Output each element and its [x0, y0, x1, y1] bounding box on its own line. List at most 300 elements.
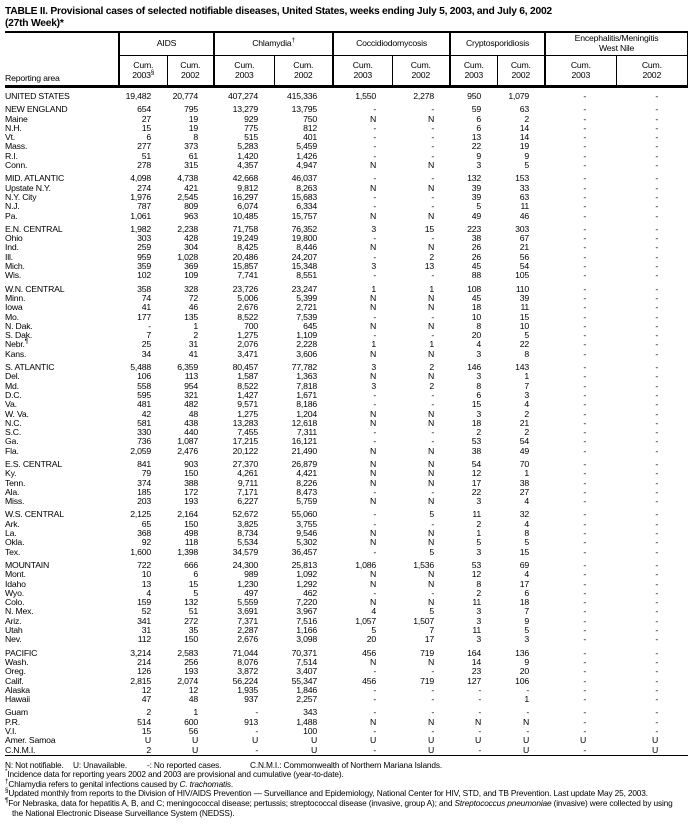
value-cell: N: [427, 458, 435, 469]
value-cell: 3,098: [296, 634, 318, 645]
group-label: Chlamydia: [252, 38, 292, 49]
value-cell: -: [583, 320, 587, 331]
value-cell: 71,758: [232, 223, 259, 234]
value-cell: -: [373, 666, 377, 677]
value-cell: 1,600: [130, 546, 151, 557]
value-cell: 1: [524, 468, 530, 479]
value-cell: 3,755: [296, 518, 318, 529]
area-cell: W.N. CENTRAL: [5, 283, 65, 294]
value-cell: -: [478, 684, 482, 695]
value-cell: 9: [524, 656, 530, 667]
value-cell: 8: [193, 132, 199, 143]
area-cell: Fla.: [5, 445, 19, 456]
value-cell: -: [583, 223, 587, 234]
value-cell: N: [369, 292, 377, 303]
value-cell: 15,757: [291, 210, 318, 221]
value-cell: 1,079: [508, 91, 530, 101]
value-cell: -: [655, 666, 659, 677]
value-cell: 795: [184, 104, 199, 115]
value-cell: -: [373, 251, 377, 262]
area-cell: Va.: [5, 399, 17, 410]
value-cell: -: [655, 417, 659, 428]
cum-label: Cum.: [234, 60, 255, 70]
value-cell: 47: [141, 694, 151, 705]
value-cell: 80,457: [232, 362, 259, 373]
value-cell: 14: [471, 656, 482, 667]
value-cell: -: [655, 587, 659, 598]
footnote-text: Streptococcus pneumoniae: [454, 798, 552, 809]
year-label: 2003: [353, 69, 373, 80]
value-cell: 67: [519, 233, 530, 244]
value-cell: 143: [515, 362, 530, 373]
value-cell: 42,668: [232, 173, 259, 184]
value-cell: 113: [184, 371, 199, 382]
col-header-cum-2002: [616, 56, 688, 87]
value-cell: -: [655, 726, 659, 736]
value-cell: N: [427, 716, 435, 727]
title-line1: TABLE II. Provisional cases of selected notifiable diseases, United States, weeks ending July 5, 2003, and July 6, 2002: [5, 6, 552, 17]
value-cell: 26: [471, 242, 482, 253]
value-cell: 7,818: [296, 380, 318, 391]
value-cell: 56: [188, 726, 199, 736]
value-cell: -: [655, 486, 659, 497]
value-cell: 2: [476, 518, 482, 529]
value-cell: 2,545: [177, 191, 199, 202]
value-cell: 415,336: [287, 91, 318, 101]
table-row: [5, 695, 688, 704]
value-cell: 6,359: [177, 362, 199, 373]
value-cell: -: [655, 292, 659, 303]
value-cell: 3: [371, 223, 377, 234]
value-cell: -: [655, 546, 659, 557]
group-label: Cryptosporidiosis: [465, 38, 530, 49]
value-cell: 515: [244, 132, 259, 143]
value-cell: 3: [524, 389, 530, 400]
value-cell: -: [583, 233, 587, 244]
value-cell: 27: [519, 486, 530, 497]
col-header-cum-2002: [392, 56, 450, 87]
area-cell: Ind.: [5, 242, 19, 253]
value-cell: 42: [141, 408, 151, 419]
value-cell: 2: [524, 408, 530, 419]
value-cell: 185: [137, 486, 151, 497]
value-cell: 272: [184, 615, 199, 626]
value-cell: 20,486: [232, 251, 259, 262]
value-cell: 18: [471, 302, 482, 313]
value-cell: N: [369, 182, 377, 193]
area-cell: Hawaii: [5, 694, 30, 705]
value-cell: -: [655, 182, 659, 193]
value-cell: 9,571: [237, 399, 259, 410]
value-cell: -: [583, 427, 587, 438]
value-cell: -: [655, 261, 659, 272]
area-cell: Del.: [5, 371, 20, 382]
value-cell: 13,279: [232, 104, 259, 115]
value-cell: N: [369, 716, 377, 727]
value-cell: 3,214: [130, 647, 151, 658]
value-cell: 108: [467, 283, 482, 294]
value-cell: 1: [371, 283, 377, 294]
area-cell: Oreg.: [5, 666, 26, 677]
value-cell: U: [579, 735, 587, 746]
value-cell: -: [583, 726, 587, 736]
value-cell: 10: [519, 320, 530, 331]
value-cell: -: [655, 458, 659, 469]
value-cell: U: [251, 735, 259, 746]
value-cell: 1,363: [296, 371, 318, 382]
value-cell: 38: [471, 233, 482, 244]
value-cell: -: [583, 666, 587, 677]
value-cell: -: [255, 707, 259, 718]
reporting-area-header: Reporting area: [5, 32, 119, 87]
value-cell: 12: [471, 468, 482, 479]
value-cell: -: [583, 518, 587, 529]
value-cell: 2,476: [177, 445, 199, 456]
value-cell: 343: [303, 707, 318, 718]
value-cell: 15: [424, 223, 435, 234]
value-cell: 3: [524, 634, 530, 645]
value-cell: 24,207: [291, 251, 318, 262]
value-cell: 7,455: [237, 427, 259, 438]
value-cell: -: [655, 283, 659, 294]
area-cell: W. Va.: [5, 408, 29, 419]
value-cell: -: [655, 559, 659, 570]
value-cell: 1,398: [177, 546, 199, 557]
value-cell: N: [369, 458, 377, 469]
value-cell: 2: [146, 707, 151, 718]
value-cell: 7: [524, 380, 530, 391]
value-cell: 13: [424, 261, 435, 272]
value-cell: 52,672: [232, 509, 259, 520]
value-cell: 9: [524, 150, 530, 161]
value-cell: -: [583, 436, 587, 447]
value-cell: U: [427, 744, 435, 755]
group-label: Encephalitis/Meningitis: [574, 33, 659, 44]
value-cell: 903: [184, 458, 199, 469]
area-cell: N. Dak.: [5, 320, 33, 331]
value-cell: 19,800: [291, 233, 318, 244]
table-row: [5, 548, 688, 557]
value-cell: -: [655, 597, 659, 608]
value-cell: 7,514: [296, 656, 318, 667]
value-cell: 5: [524, 160, 530, 171]
value-cell: 105: [515, 270, 530, 281]
value-cell: -: [655, 91, 659, 101]
value-cell: 2,257: [296, 694, 318, 705]
value-cell: U: [310, 744, 318, 755]
value-cell: U: [369, 735, 377, 746]
value-cell: -: [373, 509, 377, 520]
value-cell: U: [474, 735, 482, 746]
value-cell: 18: [519, 597, 530, 608]
col-header-cum-2003: [214, 56, 274, 87]
value-cell: -: [431, 389, 435, 400]
value-cell: -: [583, 578, 587, 589]
area-cell: W.S. CENTRAL: [5, 509, 64, 520]
value-cell: -: [655, 615, 659, 626]
value-cell: -: [526, 707, 530, 718]
value-cell: 112: [137, 634, 151, 645]
value-cell: 2,278: [413, 91, 435, 101]
footnote-marker: ¶: [5, 797, 9, 805]
value-cell: 26: [471, 251, 482, 262]
value-cell: 1,488: [296, 716, 318, 727]
value-cell: -: [655, 694, 659, 705]
value-cell: 172: [184, 486, 199, 497]
value-cell: -: [478, 694, 482, 705]
value-cell: -: [478, 726, 482, 736]
table-row: [5, 212, 688, 221]
value-cell: 5,534: [237, 537, 259, 548]
value-cell: -: [583, 113, 587, 124]
value-cell: U: [191, 735, 199, 746]
value-cell: -: [655, 122, 659, 133]
value-cell: -: [655, 141, 659, 152]
footnote-marker: †: [291, 37, 295, 45]
cum-label: Cum.: [180, 60, 201, 70]
value-cell: 989: [244, 569, 259, 580]
value-cell: 4,421: [296, 468, 318, 479]
value-cell: 1,976: [130, 191, 151, 202]
value-cell: 8,473: [296, 486, 318, 497]
value-cell: 8,076: [237, 656, 259, 667]
value-cell: 1,086: [355, 559, 377, 570]
area-cell: NEW ENGLAND: [5, 104, 68, 115]
value-cell: 19: [188, 113, 199, 124]
value-cell: 5: [429, 509, 435, 520]
value-cell: 3: [476, 496, 482, 507]
value-cell: -: [431, 666, 435, 677]
value-cell: 4: [524, 496, 530, 507]
value-cell: -: [373, 233, 377, 244]
value-cell: 79: [141, 468, 151, 479]
value-cell: -: [583, 477, 587, 488]
value-cell: 1,982: [130, 223, 151, 234]
value-cell: 61: [188, 150, 199, 161]
value-cell: 214: [137, 656, 151, 667]
value-cell: -: [655, 518, 659, 529]
value-cell: -: [373, 173, 377, 184]
value-cell: -: [583, 380, 587, 391]
value-cell: -: [526, 684, 530, 695]
value-cell: 20,774: [172, 91, 199, 101]
value-cell: 5: [429, 546, 435, 557]
value-cell: 15: [188, 578, 199, 589]
value-cell: 27: [141, 113, 151, 124]
value-cell: 54: [519, 436, 530, 447]
year-label: 2002: [180, 69, 200, 80]
value-cell: 4: [524, 569, 530, 580]
area-cell: Wis.: [5, 270, 22, 281]
value-cell: 10,485: [232, 210, 259, 221]
value-cell: -: [431, 518, 435, 529]
value-cell: 11: [520, 302, 530, 313]
value-cell: N: [369, 656, 377, 667]
value-cell: 5: [524, 537, 530, 548]
value-cell: U: [522, 744, 530, 755]
area-cell: Ala.: [5, 486, 20, 497]
table-row: [5, 92, 688, 101]
value-cell: 1,166: [296, 625, 318, 636]
value-cell: -: [583, 311, 587, 322]
value-cell: N: [427, 417, 435, 428]
value-cell: 1: [429, 339, 435, 350]
value-cell: 49: [471, 210, 482, 221]
value-cell: -: [431, 141, 435, 152]
value-cell: 13: [141, 578, 151, 589]
value-cell: 159: [137, 597, 151, 608]
value-cell: 88: [471, 270, 482, 281]
value-cell: -: [583, 330, 587, 341]
value-cell: 21: [519, 417, 530, 428]
value-cell: -: [583, 496, 587, 507]
value-cell: -: [373, 201, 377, 212]
value-cell: 2,676: [237, 634, 259, 645]
value-cell: N: [427, 408, 435, 419]
value-cell: 55,060: [291, 509, 318, 520]
value-cell: 25,813: [291, 559, 318, 570]
value-cell: 118: [184, 537, 199, 548]
value-cell: 359: [137, 261, 151, 272]
value-cell: U: [144, 735, 151, 746]
value-cell: 2,228: [296, 339, 318, 350]
col-header-cum-2002: [167, 56, 214, 87]
value-cell: 750: [303, 113, 318, 124]
value-cell: 274: [137, 182, 151, 193]
value-cell: -: [655, 201, 659, 212]
value-cell: 374: [137, 477, 151, 488]
value-cell: N: [427, 320, 435, 331]
value-cell: -: [431, 436, 435, 447]
value-cell: 481: [137, 399, 151, 410]
footnote: [5, 799, 683, 819]
value-cell: 2: [476, 427, 482, 438]
value-cell: 1,426: [296, 150, 318, 161]
area-cell: Miss.: [5, 496, 25, 507]
value-cell: 1,230: [237, 578, 259, 589]
value-cell: 164: [467, 647, 482, 658]
legend-item: U: Unavailable.: [73, 759, 128, 770]
value-cell: 11: [472, 597, 482, 608]
value-cell: 7,516: [296, 615, 318, 626]
value-cell: 15: [471, 399, 482, 410]
value-cell: 132: [467, 173, 482, 184]
value-cell: N: [369, 477, 377, 488]
value-cell: 32: [519, 509, 530, 520]
value-cell: 20: [519, 666, 530, 677]
value-cell: 53: [471, 559, 482, 570]
value-cell: 77,782: [291, 362, 318, 373]
value-cell: 3: [476, 408, 482, 419]
value-cell: 35: [188, 625, 199, 636]
value-cell: N: [427, 656, 435, 667]
value-cell: 8,734: [237, 528, 259, 539]
value-cell: 1: [371, 339, 377, 350]
value-cell: N: [427, 371, 435, 382]
cum-label: Cum.: [641, 60, 662, 70]
value-cell: -: [655, 150, 659, 161]
area-cell: La.: [5, 528, 17, 539]
table-row: [5, 497, 688, 506]
value-cell: 4: [524, 518, 530, 529]
value-cell: N: [427, 210, 435, 221]
title-line2: (27th Week)*: [5, 17, 64, 29]
value-cell: 8: [476, 578, 482, 589]
value-cell: N: [369, 597, 377, 608]
value-cell: 2,815: [130, 675, 151, 686]
value-cell: -: [373, 744, 377, 755]
value-cell: 315: [184, 160, 199, 171]
value-cell: -: [148, 320, 151, 331]
area-cell: Ark.: [5, 518, 20, 529]
value-cell: 841: [137, 458, 151, 469]
value-cell: -: [583, 408, 587, 419]
value-cell: -: [431, 270, 435, 281]
value-cell: N: [427, 292, 435, 303]
footnotes: [5, 770, 683, 819]
area-cell: N.H.: [5, 122, 22, 133]
value-cell: 913: [244, 716, 259, 727]
footnote-text: For Nebraska, data for hepatitis A, B, and C; meningococcal disease; pertussis; streptococcal disease (invasive, group A); and: [8, 798, 455, 809]
value-cell: 70: [519, 458, 530, 469]
value-cell: -: [373, 694, 377, 705]
value-cell: 787: [137, 201, 151, 212]
col-group-aids: [119, 32, 214, 56]
value-cell: -: [373, 486, 377, 497]
area-cell: E.S. CENTRAL: [5, 458, 62, 469]
value-cell: -: [583, 528, 587, 539]
value-cell: U: [651, 735, 659, 746]
value-cell: 11: [520, 201, 530, 212]
value-cell: 514: [137, 716, 151, 727]
value-cell: 2,721: [296, 302, 318, 313]
value-cell: N: [369, 578, 377, 589]
value-cell: 4: [146, 587, 151, 598]
col-group-coccidiodomycosis: [333, 32, 450, 56]
value-cell: -: [655, 173, 659, 184]
value-cell: 1,275: [237, 330, 259, 341]
value-cell: 8,522: [237, 380, 259, 391]
value-cell: N: [522, 716, 530, 727]
value-cell: 153: [515, 173, 530, 184]
value-cell: 15: [141, 122, 151, 133]
value-cell: -: [583, 348, 587, 359]
value-cell: 203: [137, 496, 151, 507]
value-cell: 7,741: [237, 270, 259, 281]
value-cell: 16,121: [291, 436, 318, 447]
value-cell: 70,371: [291, 647, 318, 658]
value-cell: 1: [193, 320, 199, 331]
area-cell: E.N. CENTRAL: [5, 223, 63, 234]
value-cell: N: [427, 477, 435, 488]
year-label: 2002: [642, 69, 662, 80]
value-cell: -: [655, 427, 659, 438]
value-cell: -: [655, 528, 659, 539]
value-cell: 109: [184, 270, 199, 281]
value-cell: 5,488: [130, 362, 151, 373]
value-cell: -: [655, 647, 659, 658]
value-cell: 954: [184, 380, 199, 391]
value-cell: 341: [137, 615, 151, 626]
value-cell: N: [427, 528, 435, 539]
value-cell: 1,846: [296, 684, 318, 695]
value-cell: N: [427, 348, 435, 359]
value-cell: 8,226: [296, 477, 318, 488]
value-cell: -: [583, 546, 587, 557]
area-cell: Kans.: [5, 348, 27, 359]
value-cell: 6,074: [237, 201, 259, 212]
value-cell: 3: [476, 160, 482, 171]
